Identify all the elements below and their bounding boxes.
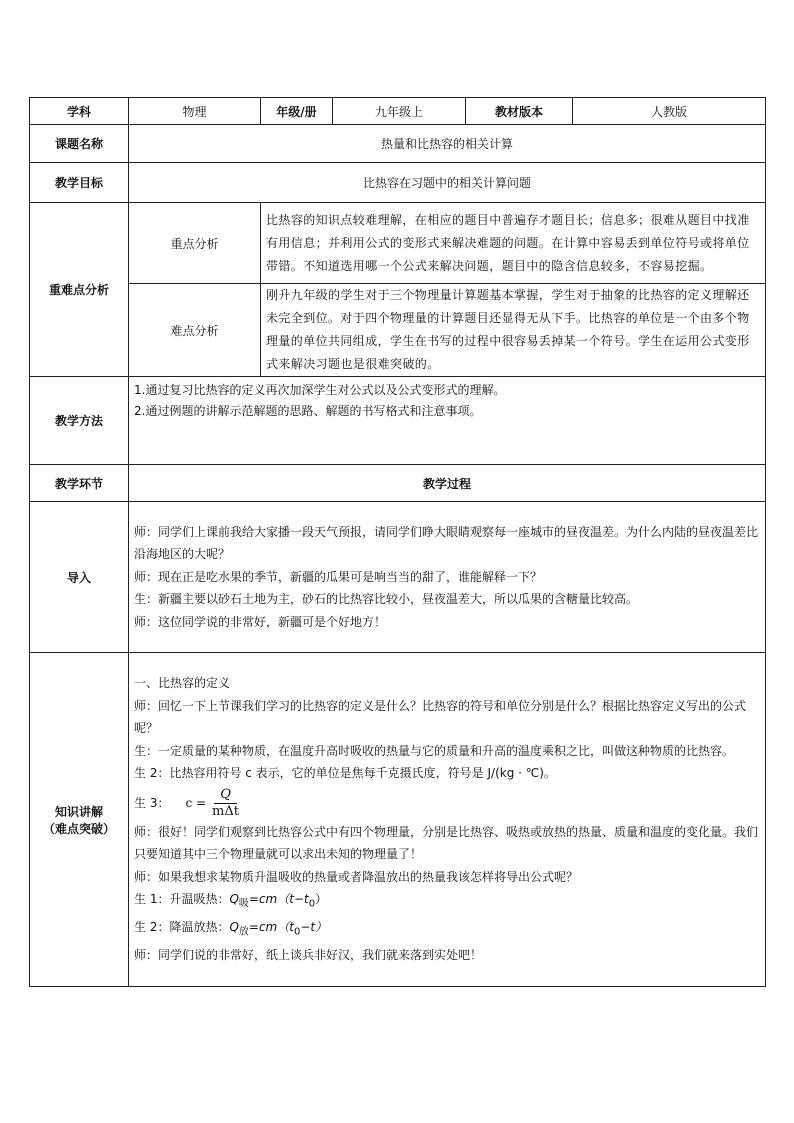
topic-label: 课题名称 <box>30 125 129 163</box>
release-sub: 放 <box>238 926 249 938</box>
topic-value: 热量和比热容的相关计算 <box>129 125 766 163</box>
analysis-label: 重难点分析 <box>30 203 129 377</box>
student-answer-1: 生：一定质量的某种物质，在温度升高时吸收的热量与它的质量和升高的温度乘积之比，叫做这种物质的比热容。 <box>134 743 735 758</box>
student-answer-3 <box>134 785 760 821</box>
methods-content <box>129 377 766 465</box>
intro-line: 师：这位同学说的非常好，新疆可是个好地方！ <box>134 614 387 629</box>
release-sub0: 0 <box>293 926 301 938</box>
objective-label: 教学目标 <box>30 163 129 203</box>
key-point-label: 重点分析 <box>129 203 261 284</box>
formula-lhs: c = <box>185 795 207 810</box>
objective-row <box>30 163 766 203</box>
absorb-sub0: 0 <box>308 898 316 910</box>
knowledge-label-line2: （难点突破） <box>42 821 115 836</box>
intro-line: 师：同学们上课前我给大家播一段天气预报，请同学们睁大眼睛观察每一座城市的昼夜温差。为什么内陆的昼夜温差比沿海地区的大呢？ <box>134 524 759 562</box>
intro-row <box>30 502 766 653</box>
student3-prefix: 生 3： <box>134 795 170 810</box>
knowledge-label <box>30 653 129 987</box>
method-item: 2.通过例题的讲解示范解题的思路、解题的书写格式和注意事项。 <box>134 404 482 418</box>
methods-row <box>30 377 766 465</box>
teacher-closing: 师：同学们说的非常好，纸上谈兵非好汉，我们就来落到实处吧！ <box>134 948 483 963</box>
knowledge-row <box>30 653 766 987</box>
process-title: 教学过程 <box>129 465 766 502</box>
knowledge-content <box>129 653 766 987</box>
lesson-plan-table <box>29 97 766 987</box>
specific-heat-formula <box>212 787 239 820</box>
intro-label: 导入 <box>30 502 129 653</box>
subject-label: 学科 <box>30 98 129 125</box>
absorb-rhs: =cm（t−t <box>248 892 309 907</box>
header-row <box>30 98 766 125</box>
absorb-q: Q <box>229 892 239 907</box>
methods-label: 教学方法 <box>30 377 129 465</box>
release-rhs: =cm（t <box>248 920 294 935</box>
formula-denominator: mΔt <box>212 803 239 819</box>
method-item: 1.通过复习比热容的定义再次加深学生对公式以及公式变形式的理解。 <box>134 383 506 397</box>
grade-value: 九年级上 <box>333 98 466 125</box>
topic-row <box>30 125 766 163</box>
absorb-close: ） <box>315 892 328 907</box>
teacher-question: 师：回忆一下上节课我们学习的比热容的定义是什么？比热容的符号和单位分别是什么？根据比热容定义写出的公式呢？ <box>134 698 747 736</box>
release-tail: −t） <box>300 920 328 935</box>
teacher-praise: 师：很好！同学们观察到比热容公式中有四个物理量，分别是比热容、吸热或放热的热量、质量和温度的变化量。我们只要知道其中三个物理量就可以求出未知的物理量了！ <box>134 824 759 862</box>
difficulty-text: 刚升九年级的学生对于三个物理量计算题基本掌握，学生对于抽象的比热容的定义理解还未完全到位。对于四个物理量的计算题目还显得无从下手。比热容的单位是一个由多个物理量的单位共同组成，学生在书写的过程中很容易丢掉某一个符号。学生在运用公式变形式来解决习题也是很难突破的。 <box>261 284 766 377</box>
intro-line: 师：现在正是吃水果的季节，新疆的瓜果可是响当当的甜了，谁能解释一下？ <box>134 569 543 584</box>
key-point-text: 比热容的知识点较难理解，在相应的题目中普遍存才题目长；信息多；很难从题目中找准有用信息；并利用公式的变形式来解决难题的问题。在计算中容易丢到单位符号或将单位带错。不知道选用哪一个公式来解决问题，题目中的隐含信息较多，不容易挖掘。 <box>261 203 766 284</box>
objective-value: 比热容在习题中的相关计算问题 <box>129 163 766 203</box>
subject-value: 物理 <box>129 98 261 125</box>
key-analysis-row <box>30 203 766 284</box>
release-prefix: 生 2：降温放热： <box>134 920 230 935</box>
absorb-prefix: 生 1：升温吸热： <box>134 892 230 907</box>
absorb-sub: 吸 <box>238 898 249 910</box>
student-answer-2: 生 2：比热容用符号 c 表示，它的单位是焦每千克摄氏度，符号是 J/(kg · ℃)。 <box>134 766 556 781</box>
process-header-row <box>30 465 766 502</box>
intro-line: 生：新疆主要以砂石土地为主，砂石的比热容比较小，昼夜温差大，所以瓜果的含糖量比较高。 <box>134 592 639 607</box>
release-q: Q <box>229 920 239 935</box>
release-heat-formula <box>134 916 760 944</box>
grade-label: 年级/册 <box>261 98 333 125</box>
formula-numerator: Q <box>214 787 237 804</box>
teacher-derive-question: 师：如果我想求某物质升温吸收的热量或者降温放出的热量我该怎样将导出公式呢？ <box>134 869 579 884</box>
section-title: 一、比热容的定义 <box>134 676 231 691</box>
difficulty-analysis-row <box>30 284 766 377</box>
edition-label: 教材版本 <box>466 98 573 125</box>
intro-content <box>129 502 766 653</box>
edition-value: 人教版 <box>573 98 766 125</box>
absorb-heat-formula <box>134 888 760 916</box>
knowledge-label-line1: 知识讲解 <box>54 804 103 819</box>
difficulty-label: 难点分析 <box>129 284 261 377</box>
process-stage-label: 教学环节 <box>30 465 129 502</box>
